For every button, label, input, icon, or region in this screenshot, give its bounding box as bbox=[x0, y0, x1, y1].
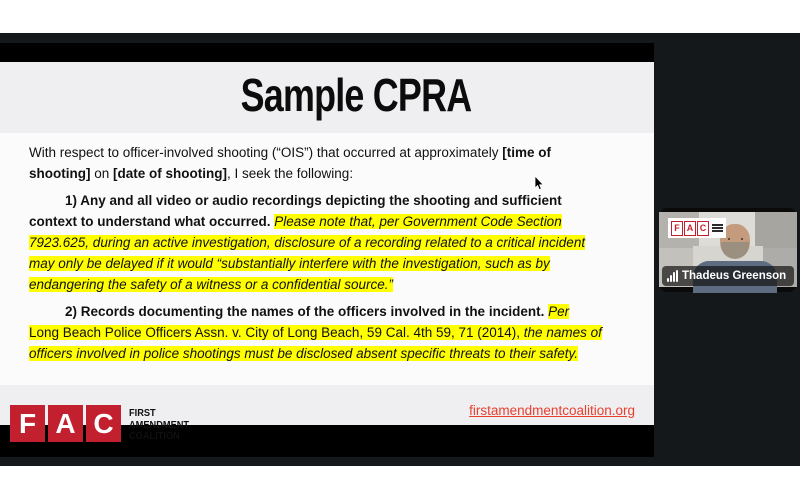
mouse-cursor-icon bbox=[534, 176, 544, 191]
slide-title: Sample CPRA bbox=[240, 69, 472, 121]
text-line: officers involved in police shootings must be disclosed absent specific threats to their safety. bbox=[29, 346, 579, 361]
text-line: may only be delayed if it would “substantially interfere with the investigation, such as by bbox=[29, 256, 550, 271]
watermark-letter: C bbox=[697, 221, 709, 236]
text-line: With respect to officer-involved shooting (“OIS”) that occurred at approximately [time of bbox=[29, 145, 551, 160]
paragraph bbox=[29, 301, 629, 364]
text-line: 7923.625, during an active investigation, disclosure of a recording related to a critical incident bbox=[29, 235, 586, 250]
text-line: context to understand what occurred. Please note that, per Government Code Section bbox=[29, 214, 562, 229]
audio-level-icon bbox=[667, 270, 678, 282]
fac-logo-letter: F bbox=[10, 405, 45, 442]
fac-logo-letter: C bbox=[86, 405, 121, 442]
slide-title-band bbox=[0, 62, 654, 133]
presentation-slide bbox=[0, 62, 654, 442]
participant-eye bbox=[741, 238, 743, 240]
fac-watermark-logo bbox=[668, 218, 726, 238]
window-top-strip bbox=[0, 0, 800, 33]
participant-video-tile[interactable] bbox=[659, 208, 797, 292]
background-collage-block bbox=[755, 212, 797, 248]
fac-wordmark-line: FIRST bbox=[129, 407, 156, 419]
text-line: Long Beach Police Officers Assn. v. City of Long Beach, 59 Cal. 4th 59, 71 (2014), the names of bbox=[29, 325, 602, 340]
watermark-text-lines bbox=[712, 224, 723, 232]
fac-wordmark-line: AMENDMENT bbox=[129, 418, 190, 431]
text-line: endangering the safety of a witness or a confidential source.” bbox=[29, 277, 393, 292]
screen-share-region bbox=[0, 43, 654, 457]
window-bottom-strip bbox=[0, 466, 800, 500]
text-line: 1) Any and all video or audio recordings depicting the shooting and sufficient bbox=[65, 193, 562, 208]
fac-logo-letter: A bbox=[48, 405, 83, 442]
fac-wordmark-line: COALITION bbox=[129, 430, 180, 442]
participant-eye bbox=[728, 238, 730, 240]
text-line: 2) Records documenting the names of the officers involved in the incident. Per bbox=[65, 304, 570, 319]
watermark-letter: A bbox=[684, 221, 696, 236]
paragraph bbox=[29, 190, 629, 295]
fac-logo bbox=[10, 405, 121, 442]
fac-logo-wordmark bbox=[129, 408, 189, 443]
watermark-letter: F bbox=[671, 221, 683, 236]
text-line: shooting] on [date of shooting], I seek the following: bbox=[29, 166, 354, 181]
participant-name-badge bbox=[662, 266, 794, 286]
participant-name: Thadeus Greenson bbox=[682, 270, 787, 282]
website-link[interactable]: firstamendmentcoalition.org bbox=[469, 403, 635, 418]
